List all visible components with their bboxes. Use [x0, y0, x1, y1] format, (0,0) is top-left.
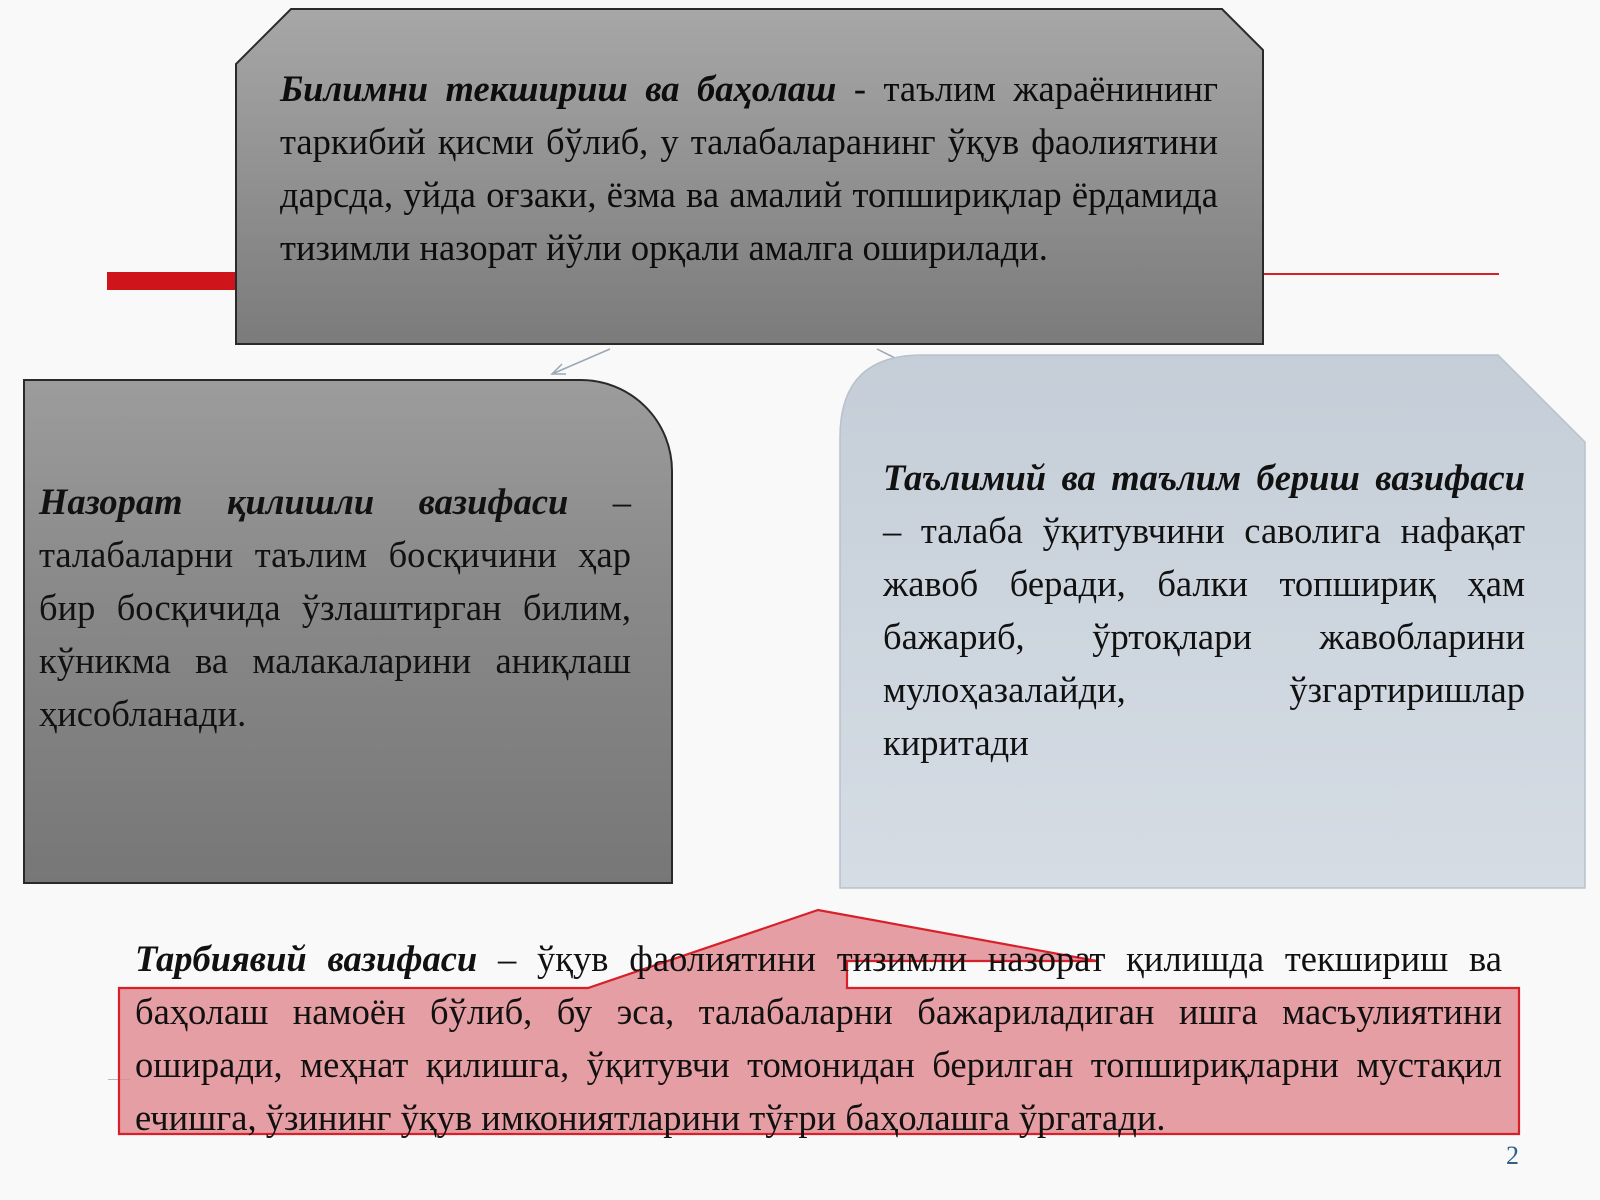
teaching-function-text	[883, 451, 1525, 769]
top-definition-text	[280, 62, 1218, 274]
connector-arrow-left	[552, 349, 610, 374]
educational-function-text	[135, 932, 1502, 1144]
page-number: 2	[1506, 1141, 1519, 1170]
control-function-text	[39, 475, 631, 740]
top-definition-lead: Билимни текшириш ва баҳолаш	[280, 68, 837, 109]
teaching-function-body: – талаба ўқитувчини саволига нафақат жавоб беради, балки топшириқ ҳам бажариб, ўртоқлари жавобларини мулоҳазалайди, ўзгартиришлар киритади	[883, 510, 1525, 763]
control-function-lead: Назорат қилишли вазифаси	[39, 481, 569, 522]
educational-function-body: – ўқув фаолиятини тизимли назорат қилишда текшириш ва баҳолаш намоён бўлиб, бу эса, талабаларни бажариладиган ишга масъулиятини оширади, меҳнат қилишга, ўқитувчи томонидан берилган топшириқларни мустақил ечишга, ўзининг ўқув имкониятларини тўғри баҳолашга ўргатади.	[135, 938, 1502, 1138]
educational-function-lead: Тарбиявий вазифаси	[135, 938, 478, 979]
control-function-body: – талабаларни таълим босқичини ҳар бир босқичида ўзлаштирган билим, кўникма ва малакаларини аниқлаш ҳисобланади.	[39, 481, 631, 734]
teaching-function-lead: Таълимий ва таълим бериш вазифаси	[883, 457, 1525, 498]
top-definition-body: - таълим жараёнининг таркибий қисми бўлиб, у талабаларанинг ўқув фаолиятини дарсда, уйда оғзаки, ёзма ва амалий топшириқлар ёрдамида тизимли назорат йўли орқали амалга оширилади.	[280, 68, 1218, 268]
